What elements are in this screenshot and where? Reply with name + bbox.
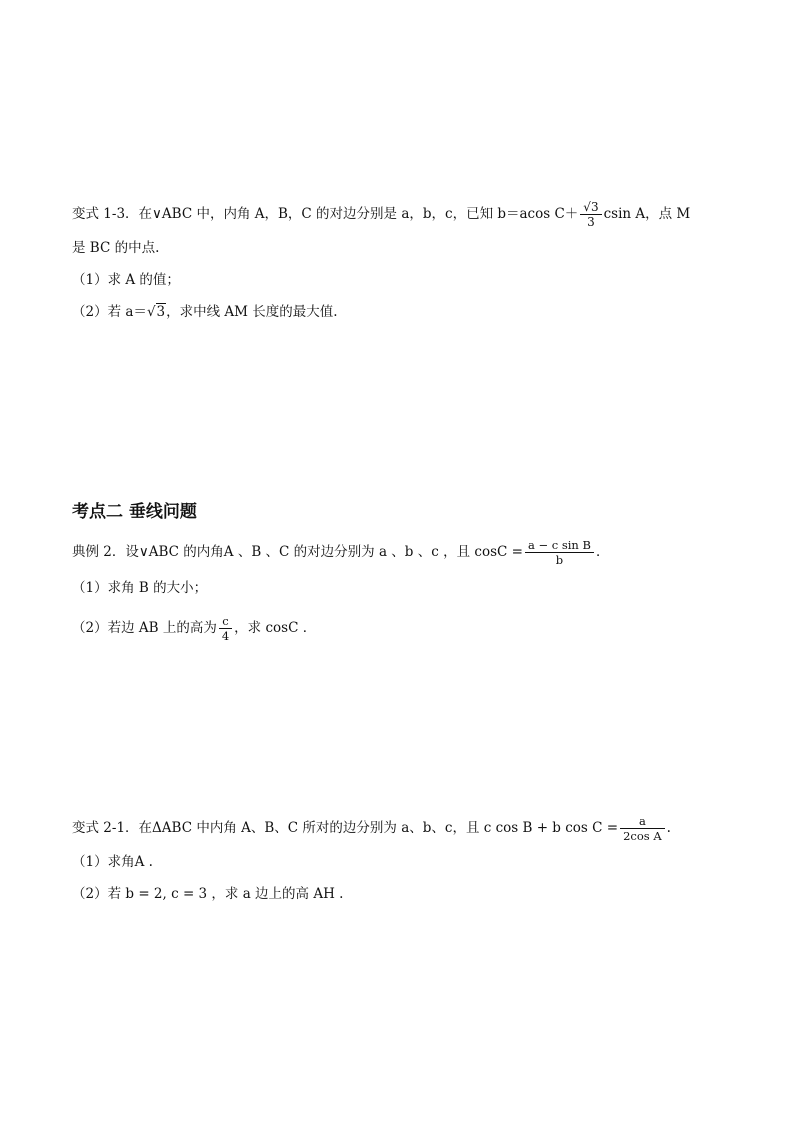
sqrt-sign: √ (146, 304, 156, 320)
example-2-question-2 (72, 614, 734, 643)
fraction-cosc (525, 538, 594, 567)
fraction-sqrt3-over-3 (580, 200, 601, 229)
sqrt-radicand: 3 (156, 304, 166, 320)
fraction-denominator: 4 (221, 629, 230, 643)
fraction-numerator: a (620, 814, 665, 829)
variant-2-1-question-2: （2）若 b = 2, c = 3 ，求 a 边上的高 AH . (72, 886, 344, 902)
variant-1-3-question-1: （1）求 A 的值； (72, 272, 180, 288)
fraction-a-over-2cosa (620, 814, 665, 843)
variant-1-3-stem-line2: 是 BC 的中点. (72, 240, 160, 256)
stem-text-b: . (666, 820, 671, 836)
fraction-c-over-4 (219, 614, 232, 643)
example-2-stem (72, 538, 734, 567)
question-text-a: （2）若边 AB 上的高为 (72, 620, 217, 636)
variant-1-3-stem (72, 200, 734, 229)
stem-text-b: ． (595, 544, 610, 560)
question-text-a: （2）若 a＝ (72, 304, 147, 320)
fraction-denominator: 2cos A (623, 829, 662, 843)
fraction-numerator: √3 (580, 200, 601, 215)
stem-text-a: 典例 2．设∨ABC 的内角A 、B 、C 的对边分别为 a 、b 、c ，且 cosC = (72, 544, 523, 560)
fraction-denominator: b (555, 553, 564, 567)
question-text-b: ，求中线 AM 长度的最大值. (166, 304, 338, 320)
variant-2-1-stem (72, 814, 734, 843)
example-2-question-1: （1）求角 B 的大小； (72, 580, 208, 596)
stem-text-a: 变式 2-1．在ΔABC 中内角 A、B、C 所对的边分别为 a、b、c，且 c cos B + b cos C = (72, 820, 619, 836)
section-heading: 考点二 垂线问题 (72, 502, 197, 522)
stem-text-b: csin A，点 M (603, 206, 691, 222)
variant-2-1-question-1: （1）求角A . (72, 854, 153, 870)
variant-1-3-question-2 (72, 302, 734, 322)
variant-label: 变式 1-3． (72, 206, 139, 222)
fraction-numerator: a − c sin B (525, 538, 594, 553)
fraction-denominator: 3 (587, 215, 595, 229)
stem-text-a: 在∨ABC 中，内角 A，B，C 的对边分别是 a，b，c，已知 b＝acos C＋ (138, 206, 579, 222)
fraction-numerator: c (219, 614, 232, 629)
question-text-b: ，求 cosC ． (234, 620, 317, 636)
